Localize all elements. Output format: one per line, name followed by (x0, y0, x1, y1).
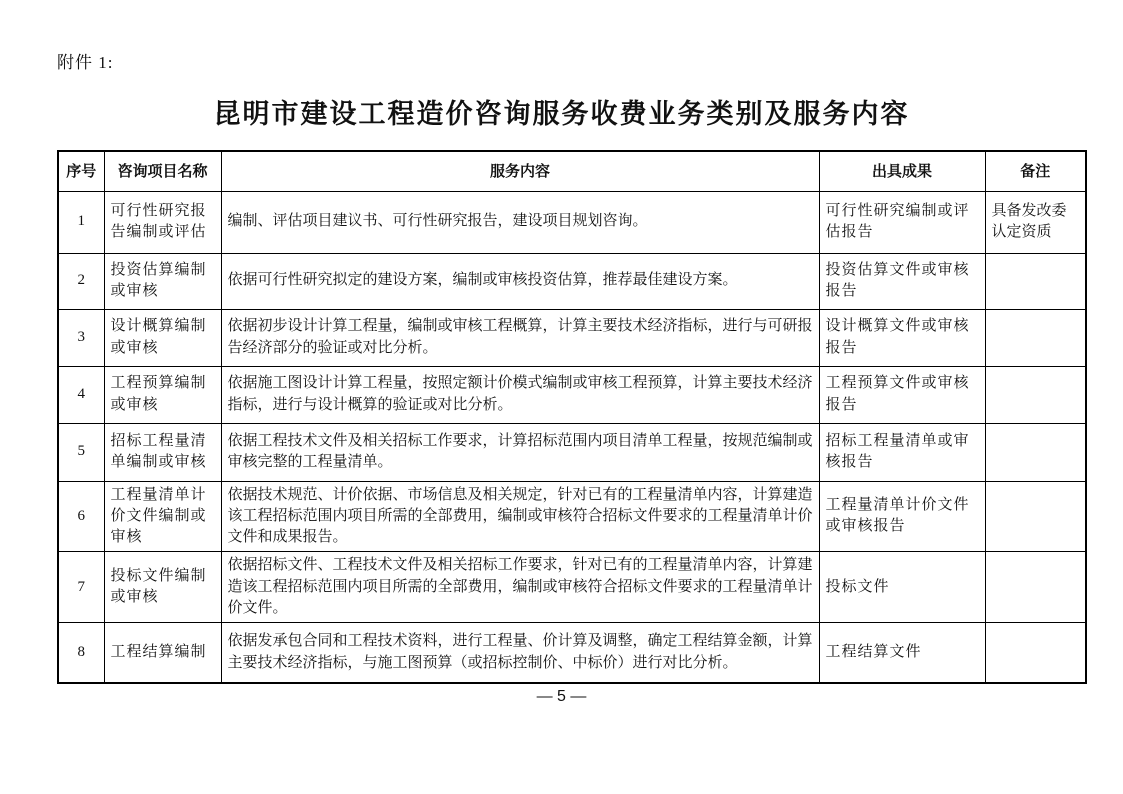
cell-no: 7 (58, 552, 104, 623)
cell-project-name: 设计概算编制或审核 (104, 309, 221, 366)
cell-no: 2 (58, 253, 104, 309)
cell-no: 3 (58, 309, 104, 366)
table-header-row (58, 151, 1086, 191)
cell-project-name: 工程预算编制或审核 (104, 366, 221, 423)
page-number: — 5 — (536, 688, 587, 705)
cell-no: 5 (58, 423, 104, 481)
cell-remark (985, 481, 1086, 552)
table-row (58, 423, 1086, 481)
cell-project-name: 工程量清单计价文件编制或审核 (104, 481, 221, 552)
cell-no: 1 (58, 191, 104, 253)
service-category-table (57, 150, 1087, 684)
cell-deliverable: 可行性研究编制或评估报告 (819, 191, 985, 253)
table-row (58, 191, 1086, 253)
cell-remark (985, 623, 1086, 683)
cell-remark (985, 366, 1086, 423)
cell-no: 8 (58, 623, 104, 683)
cell-remark (985, 253, 1086, 309)
cell-remark (985, 423, 1086, 481)
cell-service-content: 编制、评估项目建议书、可行性研究报告，建设项目规划咨询。 (221, 191, 819, 253)
cell-service-content: 依据发承包合同和工程技术资料，进行工程量、价计算及调整，确定工程结算金额，计算主要技术经济指标，与施工图预算（或招标控制价、中标价）进行对比分析。 (221, 623, 819, 683)
cell-service-content: 依据施工图设计计算工程量，按照定额计价模式编制或审核工程预算，计算主要技术经济指标，进行与设计概算的验证或对比分析。 (221, 366, 819, 423)
page-title: 昆明市建设工程造价咨询服务收费业务类别及服务内容 (213, 99, 910, 129)
table-row (58, 623, 1086, 683)
table-row (58, 552, 1086, 623)
table-row (58, 481, 1086, 552)
cell-deliverable: 工程量清单计价文件或审核报告 (819, 481, 985, 552)
cell-no: 4 (58, 366, 104, 423)
table-row (58, 253, 1086, 309)
cell-remark: 具备发改委认定资质 (985, 191, 1086, 253)
cell-service-content: 依据初步设计计算工程量，编制或审核工程概算，计算主要技术经济指标，进行与可研报告经济部分的验证或对比分析。 (221, 309, 819, 366)
cell-service-content: 依据招标文件、工程技术文件及相关招标工作要求，针对已有的工程量清单内容，计算建造该工程招标范围内项目所需的全部费用，编制或审核符合招标文件要求的工程量清单计价文件。 (221, 552, 819, 623)
header-no: 序号 (58, 151, 104, 191)
header-project-name: 咨询项目名称 (104, 151, 221, 191)
cell-deliverable: 招标工程量清单或审核报告 (819, 423, 985, 481)
cell-remark (985, 309, 1086, 366)
cell-project-name: 投标文件编制或审核 (104, 552, 221, 623)
cell-deliverable: 设计概算文件或审核报告 (819, 309, 985, 366)
cell-no: 6 (58, 481, 104, 552)
cell-project-name: 招标工程量清单编制或审核 (104, 423, 221, 481)
cell-project-name: 可行性研究报告编制或评估 (104, 191, 221, 253)
cell-remark (985, 552, 1086, 623)
cell-deliverable: 投标文件 (819, 552, 985, 623)
cell-deliverable: 工程预算文件或审核报告 (819, 366, 985, 423)
header-deliverable: 出具成果 (819, 151, 985, 191)
table-row (58, 366, 1086, 423)
attachment-label: 附件 1: (57, 53, 114, 72)
cell-project-name: 工程结算编制 (104, 623, 221, 683)
table-row (58, 309, 1086, 366)
header-remark: 备注 (985, 151, 1086, 191)
cell-deliverable: 投资估算文件或审核报告 (819, 253, 985, 309)
header-service-content: 服务内容 (221, 151, 819, 191)
cell-service-content: 依据技术规范、计价依据、市场信息及相关规定，针对已有的工程量清单内容，计算建造该工程招标范围内项目所需的全部费用，编制或审核符合招标文件要求的工程量清单计价文件和成果报告。 (221, 481, 819, 552)
cell-service-content: 依据可行性研究拟定的建设方案，编制或审核投资估算，推荐最佳建设方案。 (221, 253, 819, 309)
cell-project-name: 投资估算编制或审核 (104, 253, 221, 309)
cell-service-content: 依据工程技术文件及相关招标工作要求，计算招标范围内项目清单工程量，按规范编制或审核完整的工程量清单。 (221, 423, 819, 481)
cell-deliverable: 工程结算文件 (819, 623, 985, 683)
